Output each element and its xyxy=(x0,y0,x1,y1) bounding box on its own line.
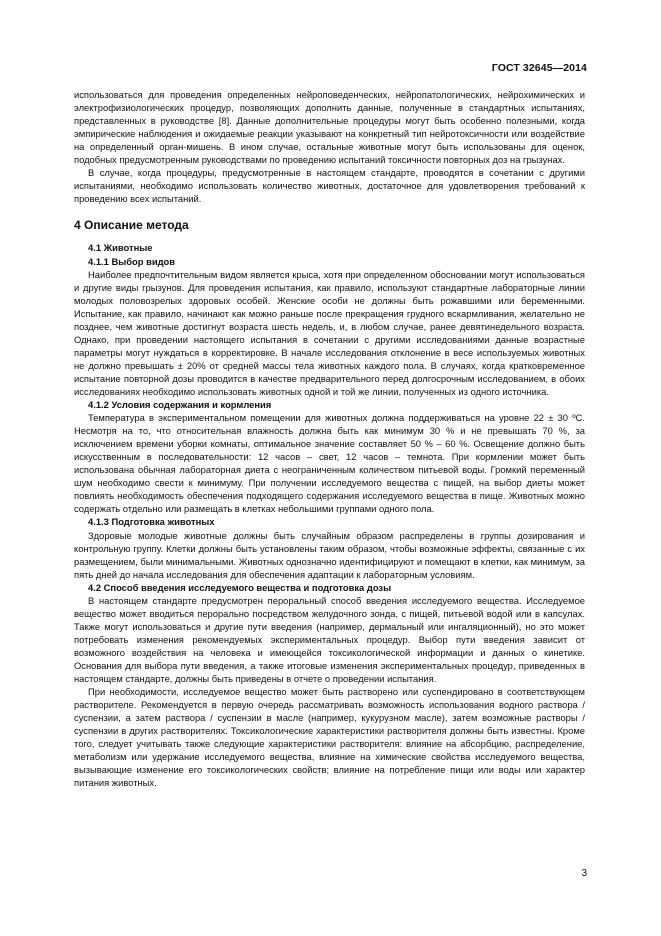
section-4-2-text-1: В настоящем стандарте предусмотрен пероральный способ введения исследуемого вещества. Исследуемое вещество может вводиться перорально посредством желудочного зонда, с пищей, питьевой водой или в капсулах. Также могут использоваться и другие пути введения (например, дермальный или ингаляционный), но это может потребовать изменения рекомендуемых экспериментальных процедур. Выбор пути введения зависит от возможного воздействия на человека и имеющейся токсикологической информации и данных о кинетике. Основания для выбора пути введения, а также итоговые изменения экспериментальных процедур, приведенных в настоящем стандарте, должны быть приведены в отчете о проведении испытания. xyxy=(74,594,585,685)
section-4-2-heading: 4.2 Способ введения исследуемого вещества и подготовка дозы xyxy=(88,581,392,593)
section-4-1-2-text: Температура в экспериментальном помещении для животных должна поддерживаться на уровне 22 ± 30 ºС. Несмотря на то, что относительная влажность должна быть как минимум 30 % и не превышать 70 %, за исключением времени уборки комнаты, оптимальное значение составляет 50 % – 60 %. Освещение должно быть искусственным в последовательности: 12 часов – свет, 12 часов – темнота. При кормлении может быть использована обычная лабораторная диета с неограниченным количеством питьевой воды. Громкий переменный шум необходимо свести к минимуму. При получении исследуемого вещества с пищей, на выбор диеты может повлиять необходимость обеспечения подходящего содержания исследуемого вещества в пище. Животных можно содержать отдельно или размещать в клетках небольшими группами одного пола. xyxy=(74,412,585,515)
section-4-1-3-text: Здоровые молодые животные должны быть случайным образом распределены в группы дозирования и контрольную группу. Клетки должны быть установлены таким образом, чтобы возможные эффекты, связанные с их размещением, были минимальными. Животных однозначно идентифицируют и помещают в клетки, как минимум, за пять дней до начала исследования для обеспечения адаптации к лабораторным условиям. xyxy=(74,529,585,580)
section-4-1-2-heading: 4.1.2 Условия содержания и кормления xyxy=(88,399,272,411)
intro-paragraph-1: использоваться для проведения определенных нейроповеденческих, нейропатологических, нейрохимических и электрофизиологических процедур, позволяющих дополнить данные, полученные в стандартных испытаниях, представленных в руководстве [8]. Данные дополнительные процедуры могут быть особенно полезными, когда эмпирические наблюдения и ожидаемые реакции указывают на конкретный тип нейротоксичности или воздействие на определенный орган-мишень. В ином случае, остальные животные могут быть использованы для оценок, подобных предусмотренным руководствами по проведению испытаний токсичности повторных доз на грызунах. xyxy=(74,89,585,166)
document-code: ГОСТ 32645—2014 xyxy=(491,62,587,74)
section-4-1-heading: 4.1 Животные xyxy=(88,242,153,254)
section-4-1-1-text: Наиболее предпочтительным видом является крыса, хотя при определенном обосновании могут использоваться и другие виды грызунов. Для проведения испытания, как правило, используют стандартные лабораторные линии молодых половозрелых здоровых особей. Женские особи не должны быть рожавшими или беременными. Испытание, как правило, начинают как можно раньше после прекращения грудного вскармливания, желательно не позднее, чем животные достигнут возраста шесть недель, и, в любом случае, ранее девятинедельного возраста. Однако, при проведении настоящего испытания в сочетании с другими исследованиями данные возрастные параметры могут нуждаться в корректировке. В начале исследования отклонение в весе используемых животных не должно превышать ± 20% от средней массы тела животных каждого пола. В случаях, когда кратковременное испытание повторной дозы проводится в качестве предварительного перед долгосрочным исследованием, в обоих исследованиях необходимо использовать животных одной и той же линии, полученных из одного источника. xyxy=(74,268,585,397)
document-body xyxy=(74,88,585,789)
page-number: 3 xyxy=(581,868,587,879)
section-4-2-text-2: При необходимости, исследуемое вещество может быть растворено или суспендировано в соответствующем растворителе. Рекомендуется в первую очередь рассматривать возможность использования водного раствора / суспензии, а затем раствора / суспензии в масле (например, кукурузном масле), затем возможные растворы / суспензии в других растворителях. Токсикологические характеристики растворителя должны быть известны. Кроме того, следует учитывать также следующие характеристики растворителя: влияние на абсорбцию, распределение, метаболизм или удержание исследуемого вещества, влияние на химические свойства исследуемого вещества, вызывающие изменение его токсикологических свойств; влияние на потребление пищи или воды или характер питания животных. xyxy=(74,686,585,789)
section-4-1-1-heading: 4.1.1 Выбор видов xyxy=(88,255,176,267)
section-4-heading: 4 Описание метода xyxy=(74,218,189,233)
intro-paragraph-2: В случае, когда процедуры, предусмотренные в настоящем стандарте, проводятся в сочетании с другими испытаниями, необходимо использовать количество животных, достаточное для удовлетворения требований к проведению всех испытаний. xyxy=(74,167,585,205)
section-4-1-3-heading: 4.1.3 Подготовка животных xyxy=(88,516,215,528)
